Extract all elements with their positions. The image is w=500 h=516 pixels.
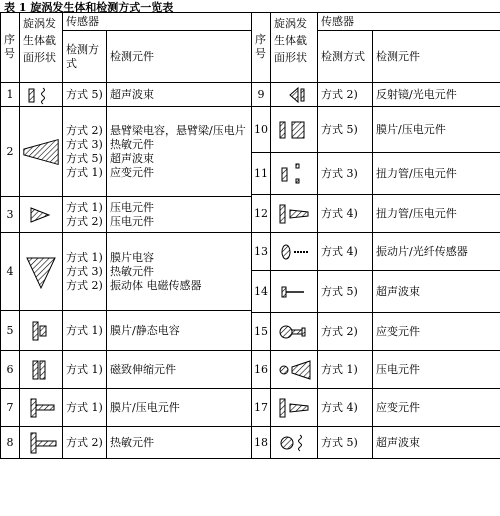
left-header-sensor <box>62 12 252 31</box>
cell-text: 18 <box>254 435 268 449</box>
element-text: 膜片/压电元件 <box>376 122 446 136</box>
element-text: 振动体 电磁传感器 <box>110 278 202 292</box>
element-text: 膜片/静态电容 <box>110 323 180 337</box>
left-row-number <box>0 350 20 389</box>
left-row-number <box>0 106 20 197</box>
left-row-method <box>62 196 107 233</box>
element-text: 磁致伸缩元件 <box>110 362 176 376</box>
right-header-shape <box>270 12 318 83</box>
right-row-number <box>251 270 271 313</box>
ellipse-bar-icon <box>274 237 314 267</box>
pin-icon <box>274 277 314 307</box>
right-header-seq <box>251 12 271 83</box>
right-row-number <box>251 388 271 427</box>
element-list <box>376 207 457 221</box>
right-row-shape <box>270 194 318 233</box>
method-text: 方式 1) <box>321 362 358 376</box>
cell-text: 11 <box>254 166 268 180</box>
right-row-element <box>372 426 500 459</box>
left-header-seq <box>0 12 20 83</box>
element-text: 应变元件 <box>376 400 420 414</box>
element-list <box>376 325 420 339</box>
left-row-shape <box>19 310 63 351</box>
cell-text: 12 <box>254 206 268 220</box>
element-list <box>376 245 468 259</box>
method-list <box>321 363 358 377</box>
cell-text: 5 <box>6 323 14 337</box>
right-header-method <box>317 30 373 83</box>
method-text: 方式 3) <box>66 137 103 151</box>
reflector-icon <box>274 82 314 107</box>
left-row-number <box>0 388 20 427</box>
right-row-number <box>251 350 271 389</box>
right-row-number <box>251 152 271 195</box>
left-header-element <box>106 30 252 83</box>
left-row-element <box>106 232 252 311</box>
cell-text: 17 <box>254 400 268 414</box>
method-list <box>321 123 358 137</box>
method-list <box>66 201 103 229</box>
element-text: 悬臂梁电容，悬臂梁/压电片 <box>110 123 246 137</box>
small-trapezoid-icon <box>21 200 61 230</box>
left-row-number <box>0 82 20 107</box>
method-text: 方式 1) <box>66 362 103 376</box>
element-text: 应变元件 <box>376 324 420 338</box>
element-text: 压电元件 <box>376 362 420 376</box>
cell-text: 13 <box>254 244 268 258</box>
method-text: 方式 4) <box>321 244 358 258</box>
element-text: 膜片/压电元件 <box>110 400 180 414</box>
left-row-element <box>106 426 252 459</box>
element-list <box>110 324 180 338</box>
method-list <box>321 245 358 259</box>
method-list <box>66 363 103 377</box>
right-row-number <box>251 194 271 233</box>
cell-text: 8 <box>6 435 14 449</box>
t-bar-icon <box>21 428 61 458</box>
left-row-element <box>106 310 252 351</box>
cell-text: 检测方式 <box>66 42 99 70</box>
right-row-shape <box>270 106 318 153</box>
method-list <box>66 251 103 293</box>
rod-and-wave-icon <box>21 82 61 107</box>
method-text: 方式 2) <box>66 435 103 449</box>
left-row-method <box>62 82 107 107</box>
method-text: 方式 2) <box>321 87 358 101</box>
right-row-shape <box>270 312 318 351</box>
left-row-element <box>106 350 252 389</box>
split-bar-icon <box>21 355 61 385</box>
method-text: 方式 2) <box>66 214 103 228</box>
cell-text: 1 <box>6 87 14 101</box>
method-text: 方式 1) <box>66 250 103 264</box>
left-row-number <box>0 196 20 233</box>
element-text: 扭力管/压电元件 <box>376 206 457 220</box>
left-row-shape <box>19 388 63 427</box>
right-row-number <box>251 312 271 351</box>
method-list <box>321 88 358 102</box>
element-text: 应变元件 <box>110 165 154 179</box>
cell-text: 序号 <box>4 33 15 60</box>
element-text: 热敏元件 <box>110 435 154 449</box>
right-row-element <box>372 388 500 427</box>
right-row-shape <box>270 82 318 107</box>
left-header-shape <box>19 12 63 83</box>
left-row-method <box>62 106 107 197</box>
method-text: 方式 1) <box>66 323 103 337</box>
block-dots-icon <box>274 159 314 189</box>
bar-wedge-icon <box>274 393 314 423</box>
left-row-method <box>62 232 107 311</box>
vortex-table <box>0 16 500 516</box>
element-list <box>110 436 154 450</box>
triangle-icon <box>21 252 61 292</box>
bar-wedge-icon <box>274 199 314 229</box>
left-row-shape <box>19 106 63 197</box>
right-row-element <box>372 82 500 107</box>
circle-bar-icon <box>274 317 314 347</box>
bar-with-tail-icon <box>21 393 61 423</box>
double-bar-icon <box>21 316 61 346</box>
element-list <box>110 124 246 180</box>
method-list <box>321 325 358 339</box>
cell-text: 3 <box>6 207 14 221</box>
left-row-number <box>0 232 20 311</box>
method-list <box>321 401 358 415</box>
method-text: 方式 2) <box>66 278 103 292</box>
right-row-shape <box>270 232 318 271</box>
right-row-method <box>317 82 373 107</box>
right-row-method <box>317 270 373 313</box>
double-block-icon <box>274 115 314 145</box>
element-list <box>110 88 154 102</box>
right-row-element <box>372 152 500 195</box>
method-text: 方式 3) <box>66 264 103 278</box>
cell-text: 6 <box>6 362 14 376</box>
right-header-element <box>372 30 500 83</box>
right-row-element <box>372 194 500 233</box>
circle-wave-icon <box>274 428 314 458</box>
element-text: 振动片/光纤传感器 <box>376 244 468 258</box>
cell-text: 7 <box>6 400 14 414</box>
method-list <box>321 167 358 181</box>
method-text: 方式 5) <box>66 151 103 165</box>
right-row-method <box>317 350 373 389</box>
left-row-shape <box>19 232 63 311</box>
left-row-shape <box>19 426 63 459</box>
element-list <box>110 401 180 415</box>
element-text: 热敏元件 <box>110 137 154 151</box>
right-row-method <box>317 152 373 195</box>
table-caption: 表 1 旋涡发生体和检测方式一览表 <box>4 1 174 14</box>
element-text: 扭力管/压电元件 <box>376 166 457 180</box>
right-row-element <box>372 106 500 153</box>
cell-text: 旋涡发生体截面形状 <box>23 17 56 64</box>
right-row-element <box>372 312 500 351</box>
element-list <box>376 363 420 377</box>
trapezoid-icon <box>20 137 62 167</box>
method-list <box>66 124 103 180</box>
right-row-method <box>317 312 373 351</box>
right-row-shape <box>270 350 318 389</box>
cell-text: 9 <box>257 87 265 101</box>
left-row-element <box>106 196 252 233</box>
cell-text: 10 <box>254 122 268 136</box>
element-text: 压电元件 <box>110 200 154 214</box>
right-row-method <box>317 388 373 427</box>
cell-text: 传感器 <box>321 15 354 28</box>
left-row-method <box>62 388 107 427</box>
element-list <box>110 363 176 377</box>
cell-text: 4 <box>6 264 14 278</box>
method-list <box>66 88 103 102</box>
left-row-number <box>0 310 20 351</box>
cell-text: 检测元件 <box>110 49 154 63</box>
element-text: 压电元件 <box>110 214 154 228</box>
left-row-method <box>62 310 107 351</box>
method-text: 方式 4) <box>321 400 358 414</box>
method-text: 方式 1) <box>66 165 103 179</box>
element-list <box>376 167 457 181</box>
right-row-element <box>372 350 500 389</box>
method-text: 方式 4) <box>321 206 358 220</box>
left-row-element <box>106 388 252 427</box>
element-text: 超声波束 <box>110 87 154 101</box>
cell-text: 传感器 <box>66 15 99 28</box>
method-text: 方式 3) <box>321 166 358 180</box>
cell-text: 检测方式 <box>321 49 365 63</box>
element-text: 超声波束 <box>376 284 420 298</box>
left-row-method <box>62 426 107 459</box>
method-list <box>66 401 103 415</box>
method-list <box>321 207 358 221</box>
element-text: 膜片电容 <box>110 250 154 264</box>
cell-text: 检测元件 <box>376 49 420 63</box>
method-list <box>66 436 103 450</box>
left-row-shape <box>19 350 63 389</box>
element-list <box>376 123 446 137</box>
left-row-method <box>62 350 107 389</box>
left-row-number <box>0 426 20 459</box>
right-row-method <box>317 106 373 153</box>
element-text: 反射镜/光电元件 <box>376 87 457 101</box>
right-row-method <box>317 232 373 271</box>
element-list <box>376 436 420 450</box>
method-list <box>66 324 103 338</box>
element-text: 超声波束 <box>110 151 154 165</box>
method-text: 方式 5) <box>321 435 358 449</box>
cell-text: 15 <box>254 324 268 338</box>
right-row-number <box>251 232 271 271</box>
element-text: 超声波束 <box>376 435 420 449</box>
right-row-number <box>251 82 271 107</box>
right-row-shape <box>270 388 318 427</box>
right-header-sensor <box>317 12 500 31</box>
element-list <box>110 201 154 229</box>
right-row-shape <box>270 426 318 459</box>
left-header-method <box>62 30 107 83</box>
cell-text: 14 <box>254 284 268 298</box>
method-text: 方式 5) <box>321 284 358 298</box>
cell-text: 旋涡发生体截面形状 <box>274 17 307 64</box>
method-text: 方式 1) <box>66 200 103 214</box>
left-row-element <box>106 106 252 197</box>
method-text: 方式 2) <box>66 123 103 137</box>
element-list <box>376 88 457 102</box>
circle-trapezoid-icon <box>274 355 314 385</box>
left-row-shape <box>19 82 63 107</box>
right-row-element <box>372 270 500 313</box>
element-list <box>376 285 420 299</box>
right-row-number <box>251 106 271 153</box>
cell-text: 序号 <box>255 33 266 60</box>
right-row-element <box>372 232 500 271</box>
method-list <box>321 285 358 299</box>
left-row-shape <box>19 196 63 233</box>
right-row-shape <box>270 152 318 195</box>
right-row-method <box>317 426 373 459</box>
right-row-method <box>317 194 373 233</box>
element-list <box>376 401 420 415</box>
method-text: 方式 1) <box>66 400 103 414</box>
method-text: 方式 5) <box>321 122 358 136</box>
cell-text: 16 <box>254 362 268 376</box>
cell-text: 2 <box>6 144 14 158</box>
right-row-shape <box>270 270 318 313</box>
left-row-element <box>106 82 252 107</box>
method-text: 方式 2) <box>321 324 358 338</box>
right-row-number <box>251 426 271 459</box>
method-text: 方式 5) <box>66 87 103 101</box>
element-text: 热敏元件 <box>110 264 154 278</box>
element-list <box>110 251 202 293</box>
method-list <box>321 436 358 450</box>
